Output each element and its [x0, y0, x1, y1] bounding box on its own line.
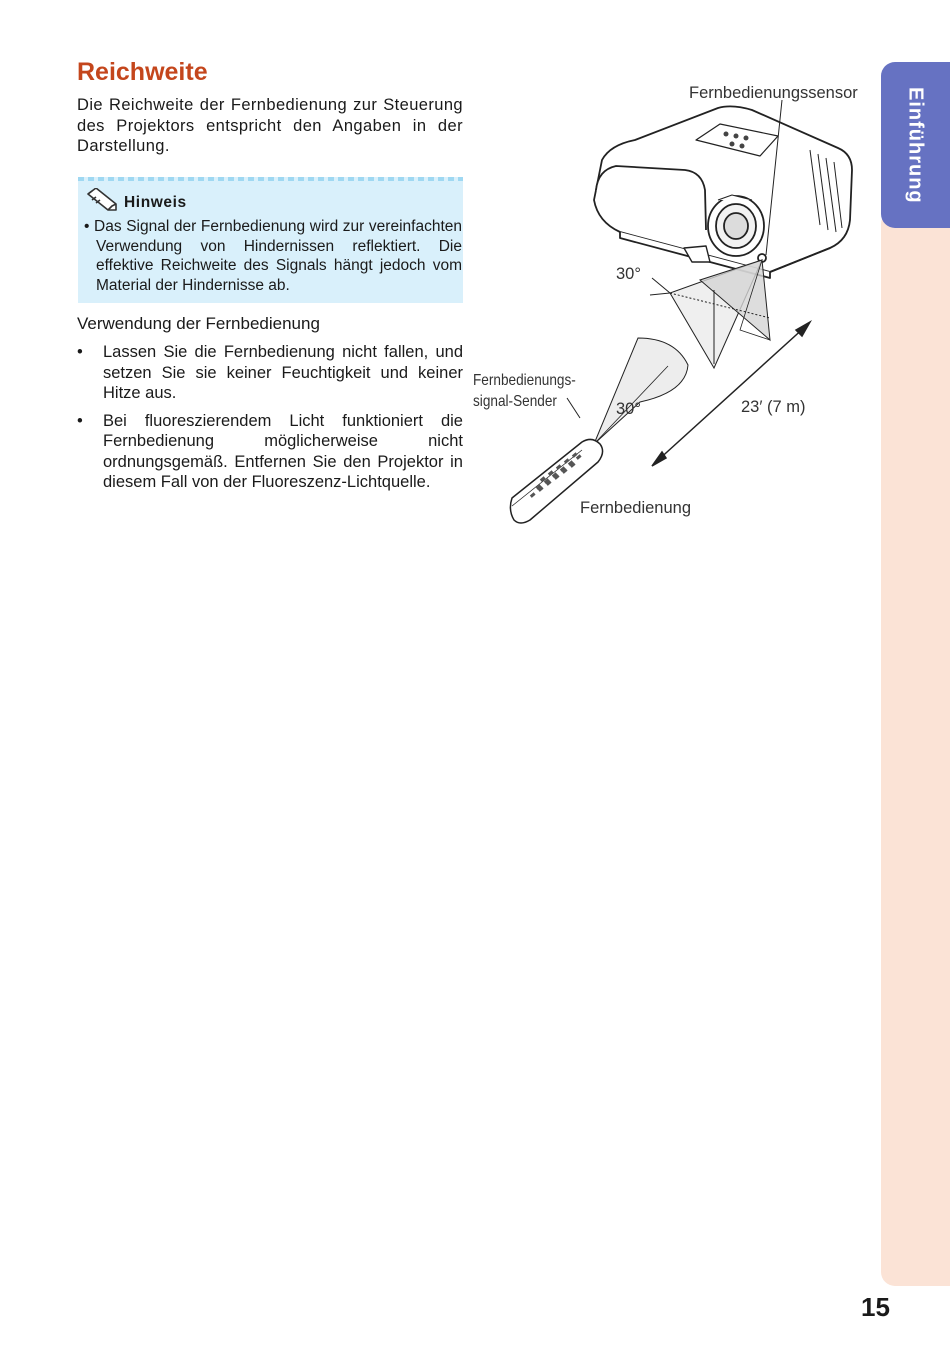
transmitter-label-line1: Fernbedienungs- — [473, 372, 576, 389]
range-illustration — [470, 80, 880, 530]
page-number: 15 — [861, 1292, 890, 1322]
side-strip — [881, 210, 950, 1286]
projector-image — [594, 106, 852, 278]
sensor-label: Fernbedienungssensor — [689, 84, 858, 102]
angle-label-top: 30° — [616, 265, 641, 283]
distance-label: 23′ (7 m) — [741, 398, 806, 416]
reception-cone — [670, 260, 770, 368]
intro-text: Die Reichweite der Fernbedienung zur Steuerung des Projektors entspricht den Angaben in der Darstellung. — [77, 96, 463, 155]
pencil-icon — [86, 188, 122, 214]
angle-label-bottom: 30° — [616, 400, 641, 418]
note-header — [86, 188, 187, 214]
list-item-text: Bei fluoreszierendem Licht funktioniert die Fernbedienung möglicherweise nicht ordnungsgemäß. Entfernen Sie den Projektor in diesem Fall von der Fluoreszenz-Lichtquelle. — [103, 411, 463, 491]
note-border — [78, 177, 463, 181]
remote-range-figure — [470, 80, 880, 530]
list-item: • Lassen Sie die Fernbedienung nicht fallen, und setzen Sie sie keiner Feuchtigkeit und keiner Hitze aus. — [77, 343, 463, 402]
distance-arrow — [652, 322, 810, 466]
list-item-text: Lassen Sie die Fernbedienung nicht fallen, und setzen Sie sie keiner Feuchtigkeit und keiner Hitze aus. — [103, 343, 463, 402]
transmission-cone — [594, 338, 688, 444]
list-item: • Bei fluoreszierendem Licht funktioniert die Fernbedienung möglicherweise nicht ordnungsgemäß. Entfernen Sie den Projektor in diesem Fall von der Fluoreszenz-Lichtquelle. — [77, 411, 463, 491]
remote-label: Fernbedienung — [580, 499, 692, 517]
usage-list — [77, 342, 463, 500]
note-text: • Das Signal der Fernbedienung wird zur vereinfachten Verwendung von Hindernissen reflektiert. Die effektive Reichweite des Signals hängt jedoch vom Material der Hindernisse ab. — [84, 218, 462, 294]
note-title: Hinweis — [124, 194, 187, 211]
chapter-tab-label: Einführung — [904, 86, 927, 204]
section-title: Reichweite — [77, 58, 208, 86]
usage-heading: Verwendung der Fernbedienung — [77, 314, 320, 333]
note-box — [78, 177, 463, 303]
note-text-content: Das Signal der Fernbedienung wird zur vereinfachten Verwendung von Hindernissen reflektiert. Die effektive Reichweite des Signals hängt jedoch vom Material der Hindernisse ab. — [94, 218, 462, 294]
transmitter-label — [473, 370, 576, 412]
transmitter-label-line2: signal-Sender — [473, 393, 557, 410]
